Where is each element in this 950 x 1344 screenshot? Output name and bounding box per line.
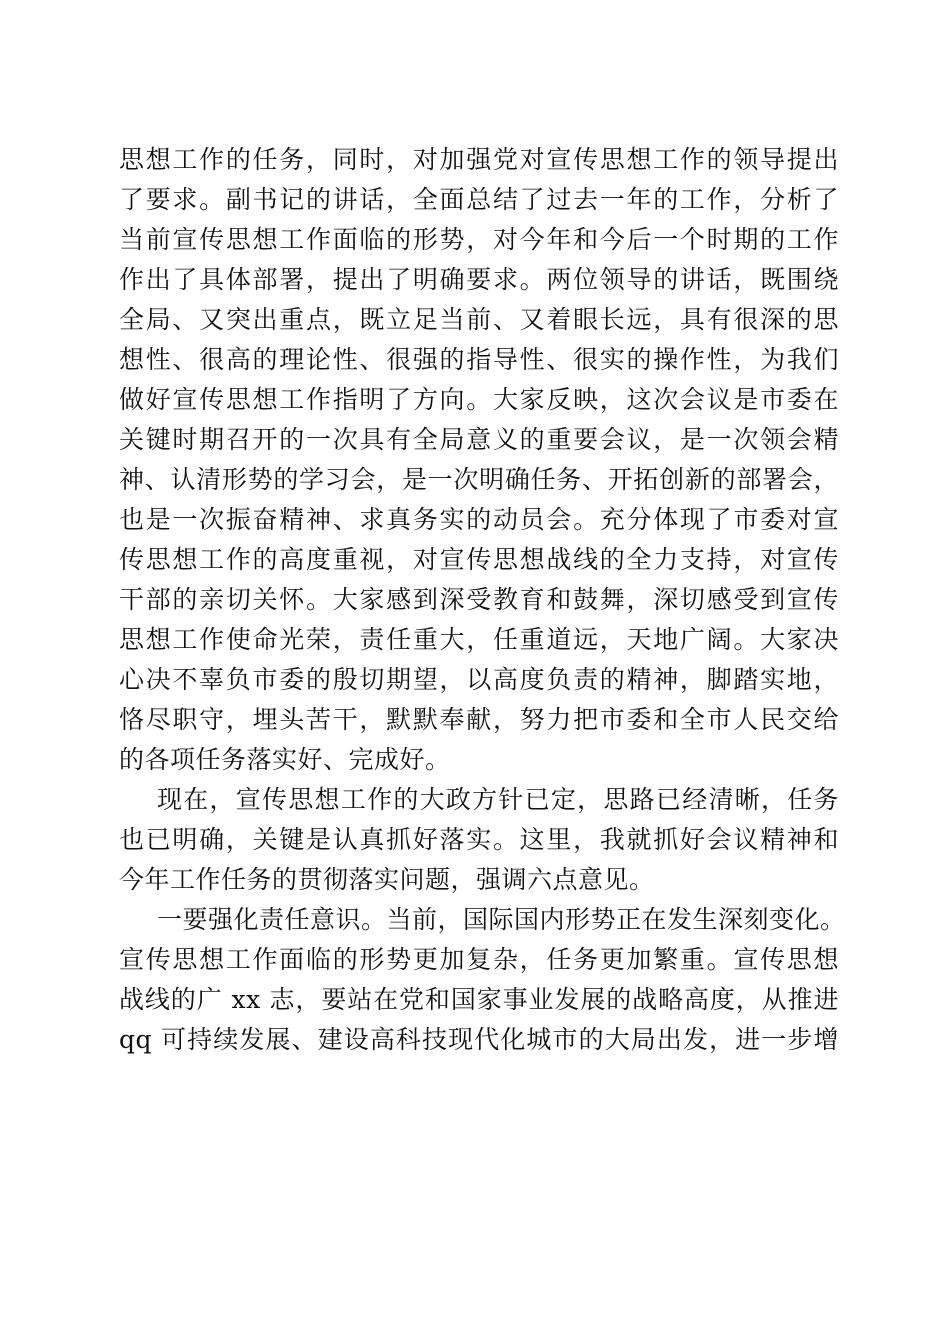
text-line: 思想工作的任务，同时，对加强党对宣传思想工作的领导提出 bbox=[119, 145, 839, 174]
text-line: 关键时期召开的一次具有全局意义的重要会议，是一次领会精 bbox=[119, 425, 839, 454]
body-text bbox=[119, 140, 846, 1060]
text-line: 全局、又突出重点，既立足当前、又着眼长远，具有很深的思 bbox=[119, 305, 839, 334]
text-line: 作出了具体部署，提出了明确要求。两位领导的讲话，既围绕 bbox=[119, 265, 839, 294]
text-line: 心决不辜负市委的殷切期望，以高度负责的精神，脚踏实地， bbox=[119, 665, 839, 694]
text-line: 传思想工作的高度重视，对宣传思想战线的全力支持，对宣传 bbox=[119, 545, 839, 574]
text-line: 想性、很高的理论性、很强的指导性、很实的操作性，为我们 bbox=[119, 345, 839, 374]
text-line: 也已明确，关键是认真抓好落实。这里，我就抓好会议精神和 bbox=[119, 825, 839, 854]
text-line: 战线的广 xx 志，要站在党和国家事业发展的战略高度，从推进 bbox=[119, 985, 839, 1014]
text-line: 恪尽职守，埋头苦干，默默奉献，努力把市委和全市人民交给 bbox=[119, 705, 839, 734]
text-line: 的各项任务落实好、完成好。 bbox=[119, 745, 451, 774]
text-line: 当前宣传思想工作面临的形势，对今年和今后一个时期的工作 bbox=[119, 225, 839, 254]
text-line: 干部的亲切关怀。大家感到深受教育和鼓舞，深切感受到宣传 bbox=[119, 585, 839, 614]
text-line: 一要强化责任意识。当前，国际国内形势正在发生深刻变化。 bbox=[157, 905, 846, 934]
text-line: 神、认清形势的学习会，是一次明确任务、开拓创新的部署会， bbox=[119, 465, 839, 494]
text-line: 也是一次振奋精神、求真务实的动员会。充分体现了市委对宣 bbox=[119, 505, 839, 534]
text-line: 了要求。副书记的讲话，全面总结了过去一年的工作，分析了 bbox=[119, 185, 839, 214]
text-line: 现在，宣传思想工作的大政方针已定，思路已经清晰，任务 bbox=[157, 785, 839, 814]
text-line: 今年工作任务的贯彻落实问题，强调六点意见。 bbox=[119, 865, 655, 894]
text-line: 宣传思想工作面临的形势更加复杂，任务更加繁重。宣传思想 bbox=[119, 945, 839, 974]
text-line: 做好宣传思想工作指明了方向。大家反映，这次会议是市委在 bbox=[119, 385, 839, 414]
text-line: qq 可持续发展、建设高科技现代化城市的大局出发，进一步增 bbox=[119, 1025, 839, 1054]
text-line: 思想工作使命光荣，责任重大，任重道远，天地广阔。大家决 bbox=[119, 625, 839, 654]
